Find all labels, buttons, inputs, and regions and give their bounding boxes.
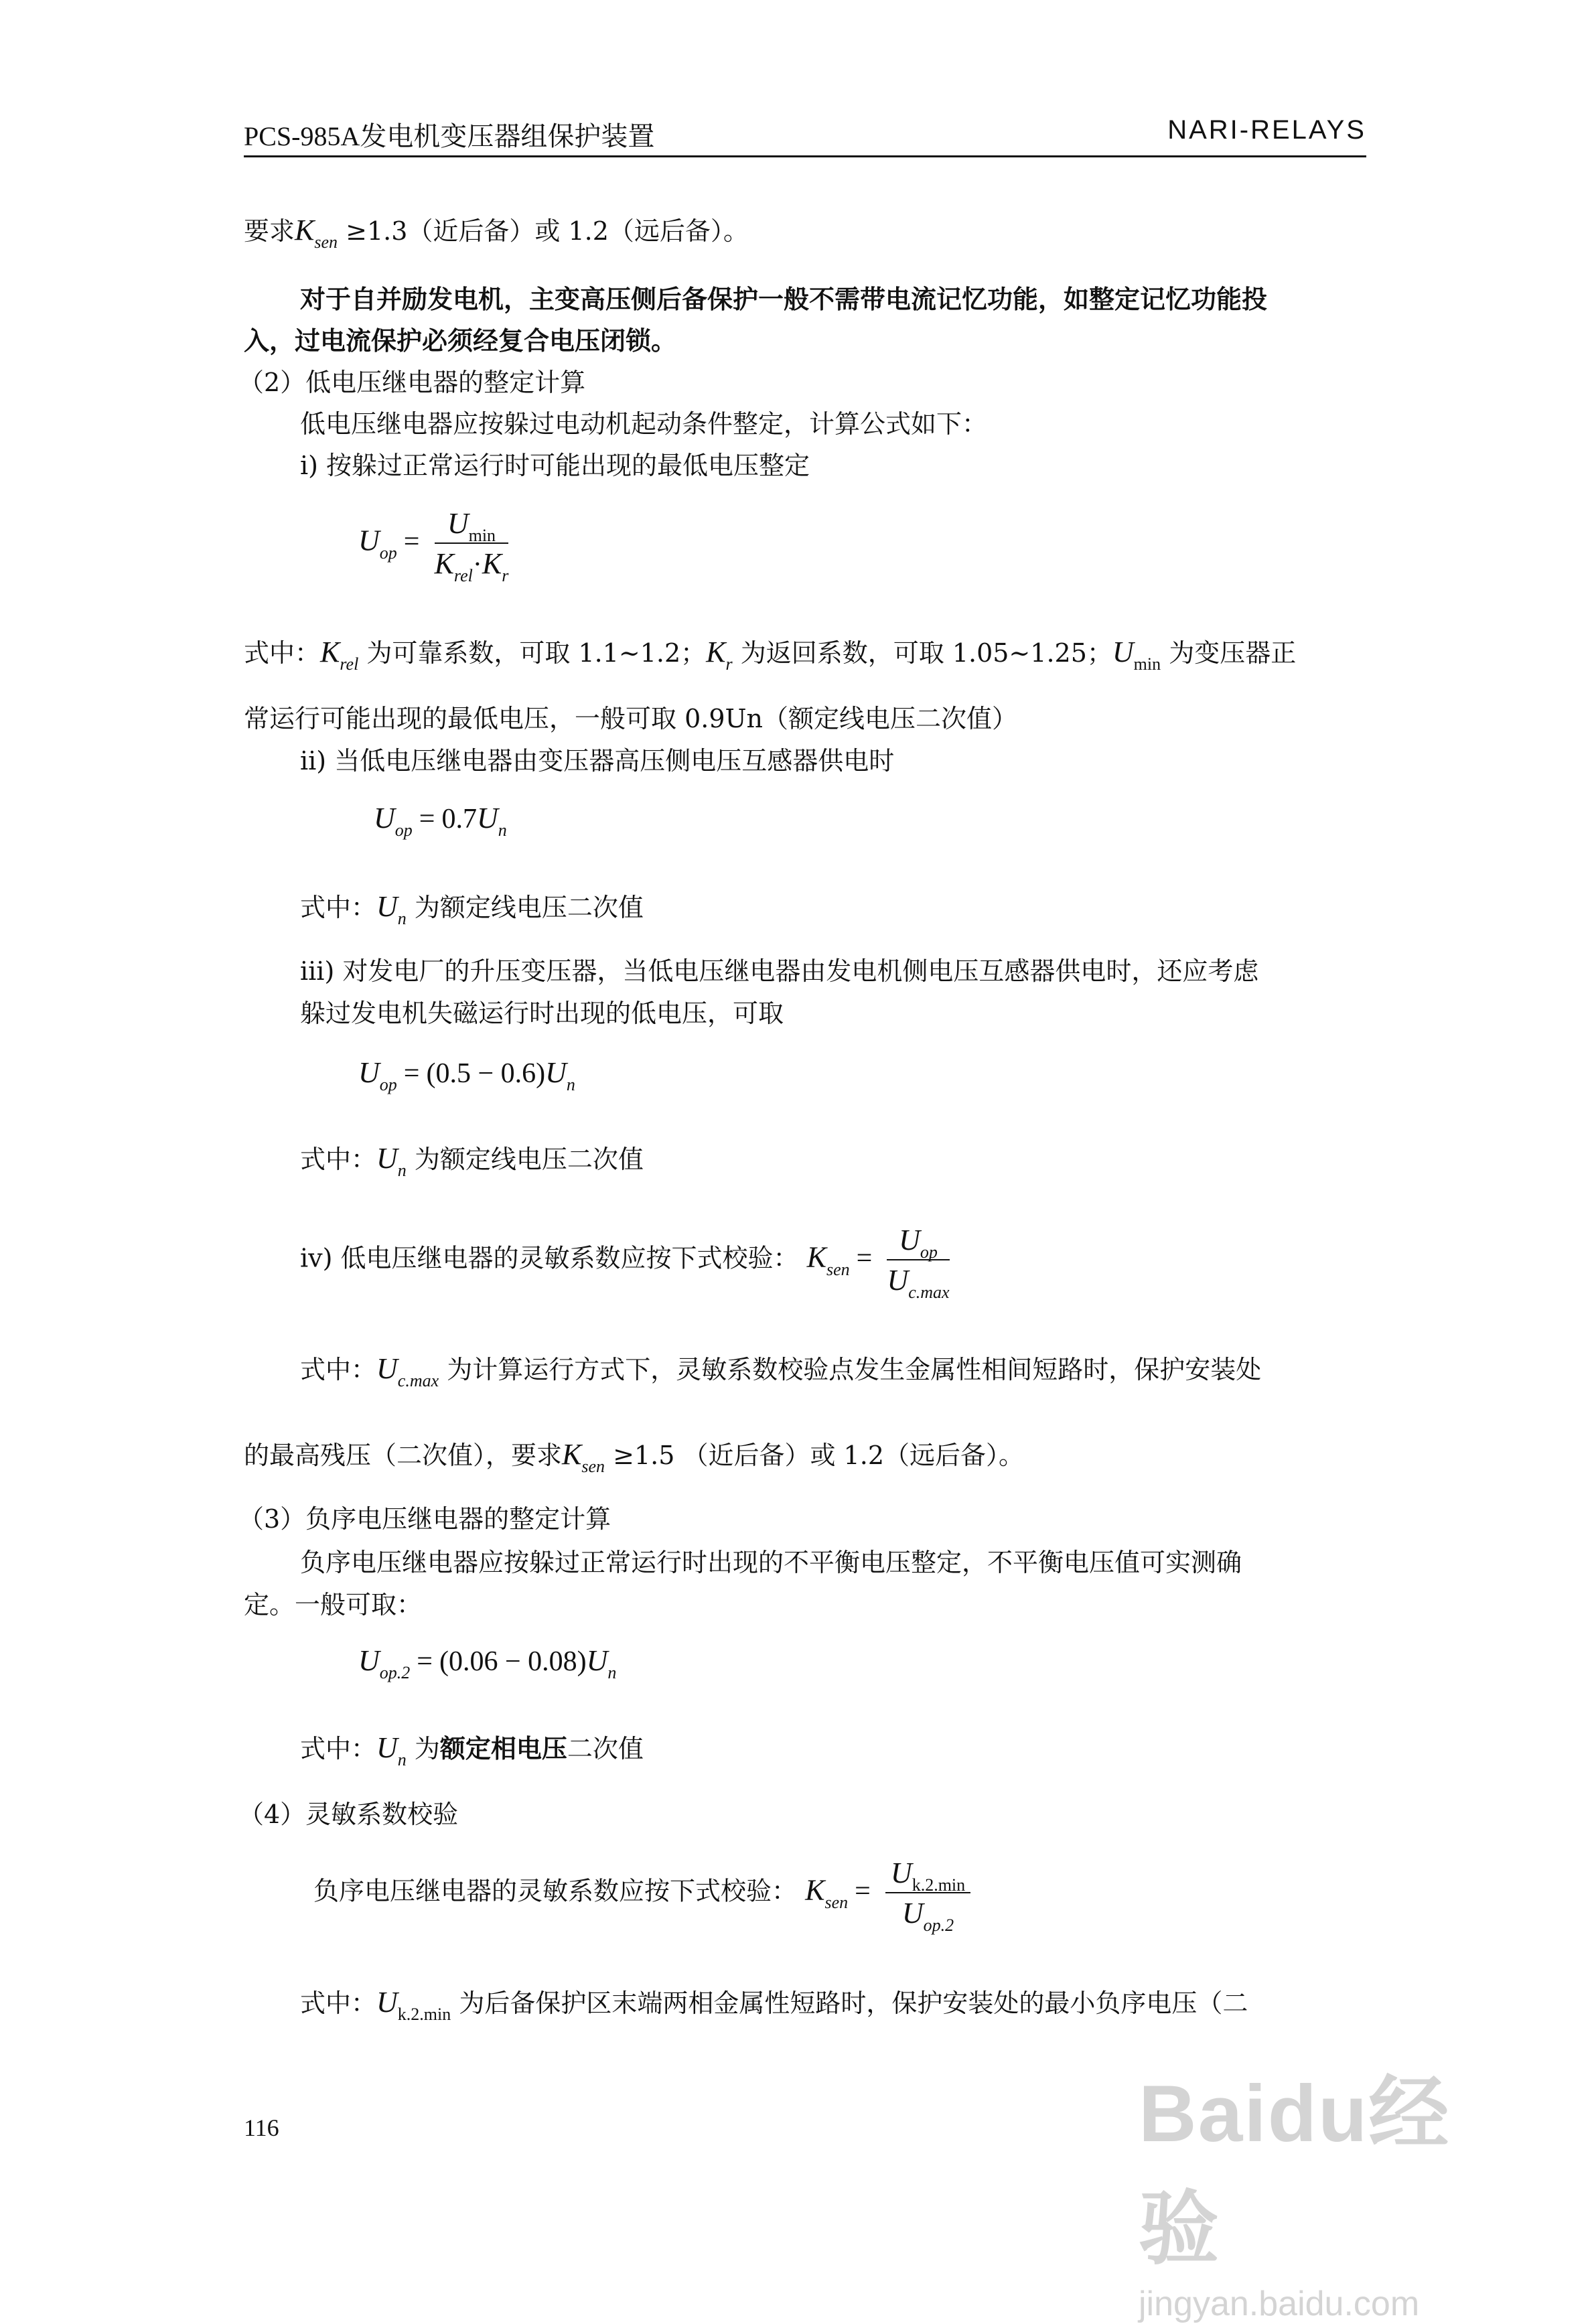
item-iv: iv) 低电压继电器的灵敏系数应按下式校验： $K_{sen}$ = $\frac{U_{op}}{U_{c.max}}$ — [300, 1224, 950, 1302]
header-brand: NARI-RELAYS — [1167, 115, 1366, 145]
where-ucmax-cont: 的最高残压（二次值），要求$K_{sen} \ge 1.5$ （近后备）或 1.2（远后备）。 — [244, 1438, 1024, 1476]
page-number: 116 — [244, 2114, 279, 2141]
header-rule — [244, 155, 1366, 157]
section-3-heading: （3）负序电压继电器的整定计算 — [238, 1504, 611, 1534]
requirement-line: 要求$K_{sen} \ge 1.3$（近后备）或 1.2（远后备）。 — [244, 214, 749, 252]
where-un-1: 式中：$U_n$ 为额定线电压二次值 — [300, 890, 644, 928]
where-un-2: 式中：$U_n$ 为额定线电压二次值 — [300, 1142, 644, 1180]
watermark-logo: Baidu经验 — [1139, 2069, 1451, 2274]
formula-uop2: $U_{op.2} = (0.06 - 0.08)U_n$ — [358, 1644, 617, 1682]
bold-note-line2: 入，过电流保护必须经复合电压闭锁。 — [244, 325, 677, 356]
item-iii-line1: iii) 对发电厂的升压变压器，当低电压继电器由发电机侧电压互感器供电时，还应考虑 — [300, 956, 1259, 986]
section-4-check: 负序电压继电器的灵敏系数应按下式校验： $K_{sen}$ = $\frac{U_{k.2.min}}{U_{op.2}}$ — [313, 1859, 970, 1928]
where-ucmax: 式中：$U_{c.max}$ 为计算运行方式下，灵敏系数校验点发生金属性相间短路时，保护安装处 — [300, 1352, 1262, 1390]
section-4-heading: （4）灵敏系数校验 — [238, 1800, 459, 1829]
baidu-watermark — [1139, 2049, 1514, 2323]
formula-uop-05-06: $U_{op} = (0.5 - 0.6)U_n$ — [358, 1056, 575, 1094]
where-umin-cont: 常运行可能出现的最低电压，一般可取 0.9Un（额定线电压二次值） — [244, 704, 1018, 733]
watermark-url: jingyan.baidu.com — [1139, 2284, 1420, 2323]
where-krel-kr: 式中：$K_{rel}$ 为可靠系数，可取 1.1~1.2；$K_r$ 为返回系数，可取 1.05~1.25；$U_{min}$ 为变压器正 — [244, 636, 1297, 674]
bold-note-line1: 对于自并励发电机，主变高压侧后备保护一般不需带电流记忆功能，如整定记忆功能投 — [300, 284, 1268, 314]
section-2-heading: （2）低电压继电器的整定计算 — [238, 368, 586, 397]
section-2-intro: 低电压继电器应按躲过电动机起动条件整定，计算公式如下： — [300, 409, 988, 439]
section-3-line1: 负序电压继电器应按躲过正常运行时出现的不平衡电压整定，不平衡电压值可实测确 — [300, 1548, 1242, 1577]
section-3-line2: 定。一般可取： — [244, 1590, 423, 1619]
item-ii: ii) 当低电压继电器由变压器高压侧电压互感器供电时 — [300, 746, 895, 776]
where-uk2min: 式中：$U_{k.2.min}$ 为后备保护区末端两相金属性短路时，保护安装处的最小负序电压（二 — [300, 1986, 1248, 2024]
item-i: i) 按躲过正常运行时可能出现的最低电压整定 — [300, 451, 810, 480]
header-title: PCS-985A发电机变压器组保护装置 — [244, 121, 655, 151]
formula-uop-07: $U_{op} = 0.7U_n$ — [374, 802, 507, 840]
item-iii-line2: 躲过发电机失磁运行时出现的低电压，可取 — [300, 999, 784, 1028]
where-un-phase: 式中：$U_n$ 为额定相电压二次值 — [300, 1731, 644, 1769]
formula-uop-fraction: $U_{op}$ = $\frac{U_{min}}{K_{rel}\cdot K_r}$ — [358, 507, 509, 585]
